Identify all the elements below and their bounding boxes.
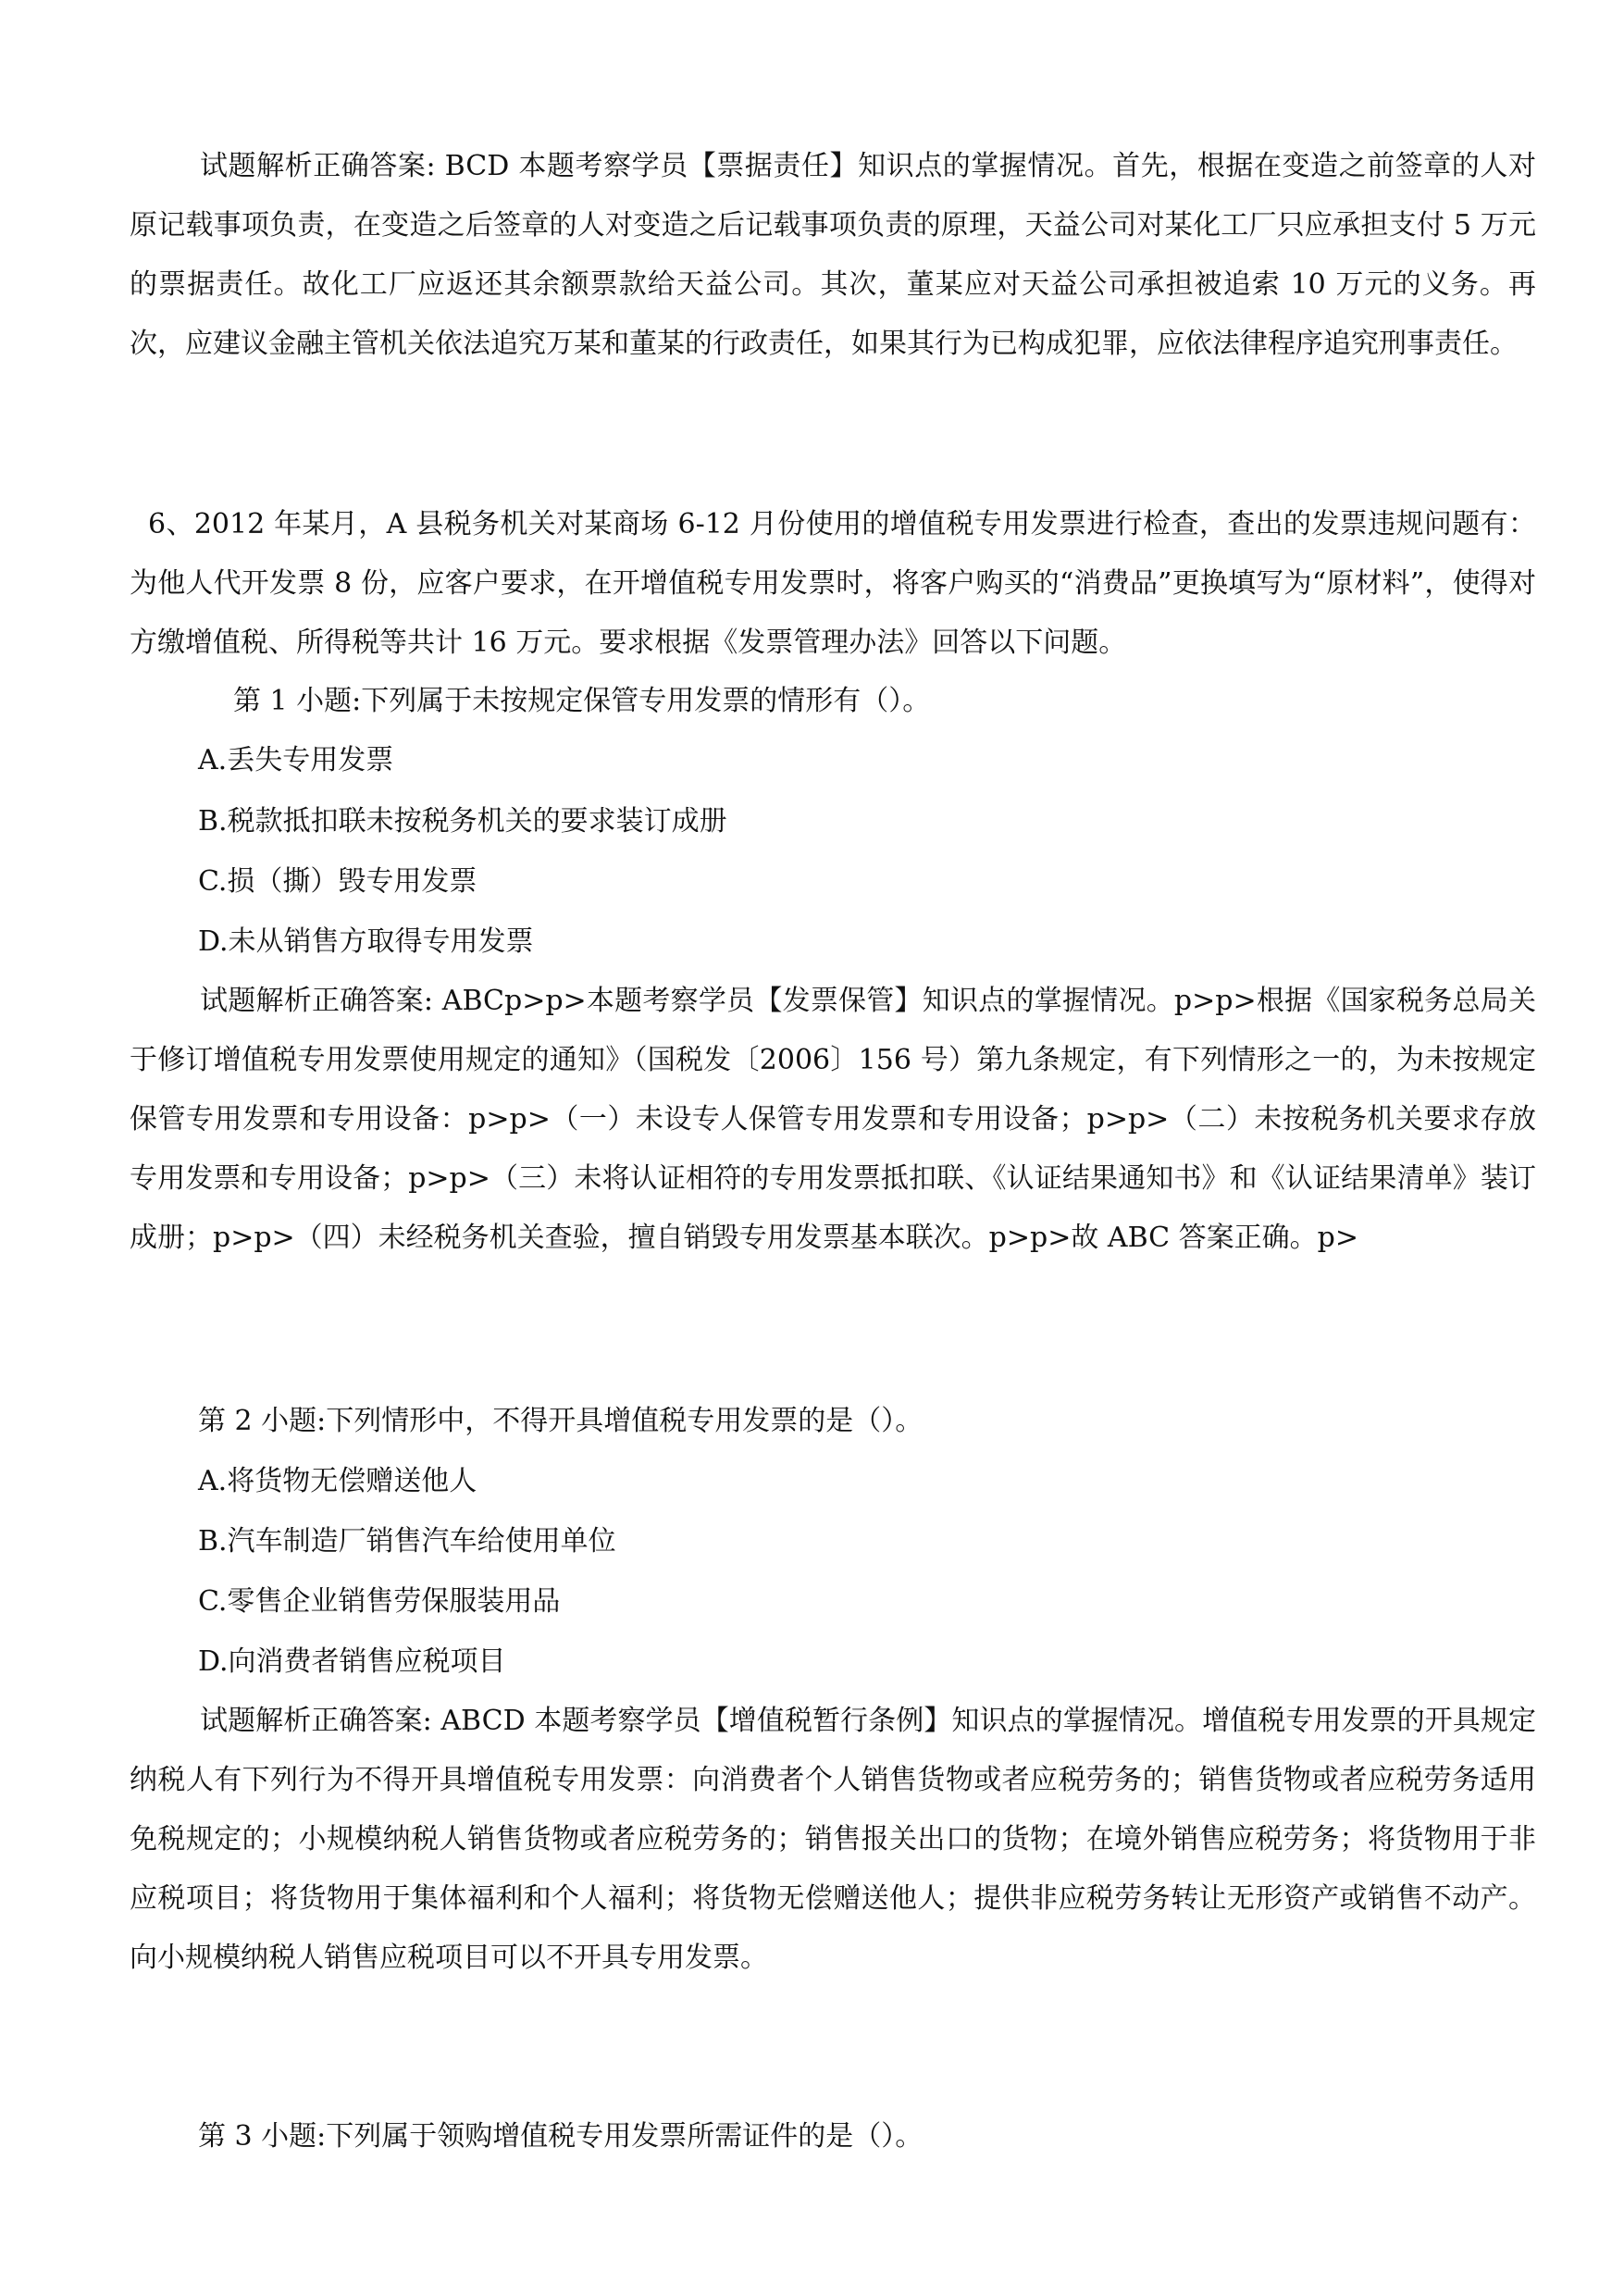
sub-question-1-analysis: 试题解析正确答案: ABCp>p>本题考察学员【发票保管】知识点的掌握情况。p>p>根据《国家税务总局关于修订增值税专用发票使用规定的通知》（国税发〔2006〕156 号）第九条规定，有下列情形之一的，为未按规定保管专用发票和专用设备：p>p>（一）未设专人保管专用发票和专用设备；p>p>（二）未按税务机关要求存放专用发票和专用设备；p>p>（三）未将认证相符的专用发票抵扣联、《认证结果通知书》和《认证结果清单》装订成册；p>p>（四）未经税务机关查验，擅自销毁专用发票基本联次。p>p>故 ABC 答案正确。p> [130,985,1536,1254]
sub-question-1-option-b: B.税款抵扣联未按税务机关的要求装订成册 [198,805,727,838]
sub-question-2-option-c: C.零售企业销售劳保服装用品 [198,1585,561,1618]
sub-question-2-option-a: A.将货物无偿赠送他人 [198,1465,477,1497]
question-6-stem: 6、2012 年某月，A 县税务机关对某商场 6-12 月份使用的增值税专用发票进行检查，查出的发票违规问题有：为他人代开发票 8 份，应客户要求，在开增值税专用发票时，将客户购买的“消费品”更换填写为“原材料”，使得对方缴增值税、所得税等共计 16 万元。要求根据《发票管理办法》回答以下问题。 [130,508,1536,659]
sub-question-1: 第 1 小题:下列属于未按规定保管专用发票的情形有（）。 [233,685,931,717]
sub-question-2-option-b: B.汽车制造厂销售汽车给使用单位 [198,1525,616,1558]
sub-question-2-option-d: D.向消费者销售应税项目 [198,1645,506,1678]
sub-question-1-option-a: A.丢失专用发票 [198,744,394,776]
sub-question-1-option-c: C.损（撕）毁专用发票 [198,865,477,898]
sub-question-1-option-d: D.未从销售方取得专用发票 [198,925,534,958]
intro-analysis-paragraph: 试题解析正确答案: BCD 本题考察学员【票据责任】知识点的掌握情况。首先，根据在变造之前签章的人对原记载事项负责，在变造之后签章的人对变造之后记载事项负责的原理，天益公司对某化工厂只应承担支付 5 万元的票据责任。故化工厂应返还其余额票款给天益公司。其次，董某应对天益公司承担被追索 10 万元的义务。再次，应建议金融主管机关依法追究万某和董某的行政责任，如果其行为已构成犯罪，应依法律程序追究刑事责任。 [130,150,1536,360]
sub-question-2: 第 2 小题:下列情形中，不得开具增值税专用发票的是（）。 [198,1405,924,1437]
sub-question-2-analysis: 试题解析正确答案: ABCD 本题考察学员【增值税暂行条例】知识点的掌握情况。增值税专用发票的开具规定纳税人有下列行为不得开具增值税专用发票：向消费者个人销售货物或者应税劳务的；销售货物或者应税劳务适用免税规定的；小规模纳税人销售货物或者应税劳务的；销售报关出口的货物；在境外销售应税劳务；将货物用于非应税项目；将货物用于集体福利和个人福利；将货物无偿赠送他人；提供非应税劳务转让无形资产或销售不动产。向小规模纳税人销售应税项目可以不开具专用发票。 [130,1705,1536,1974]
sub-question-3: 第 3 小题:下列属于领购增值税专用发票所需证件的是（）。 [198,2120,924,2153]
